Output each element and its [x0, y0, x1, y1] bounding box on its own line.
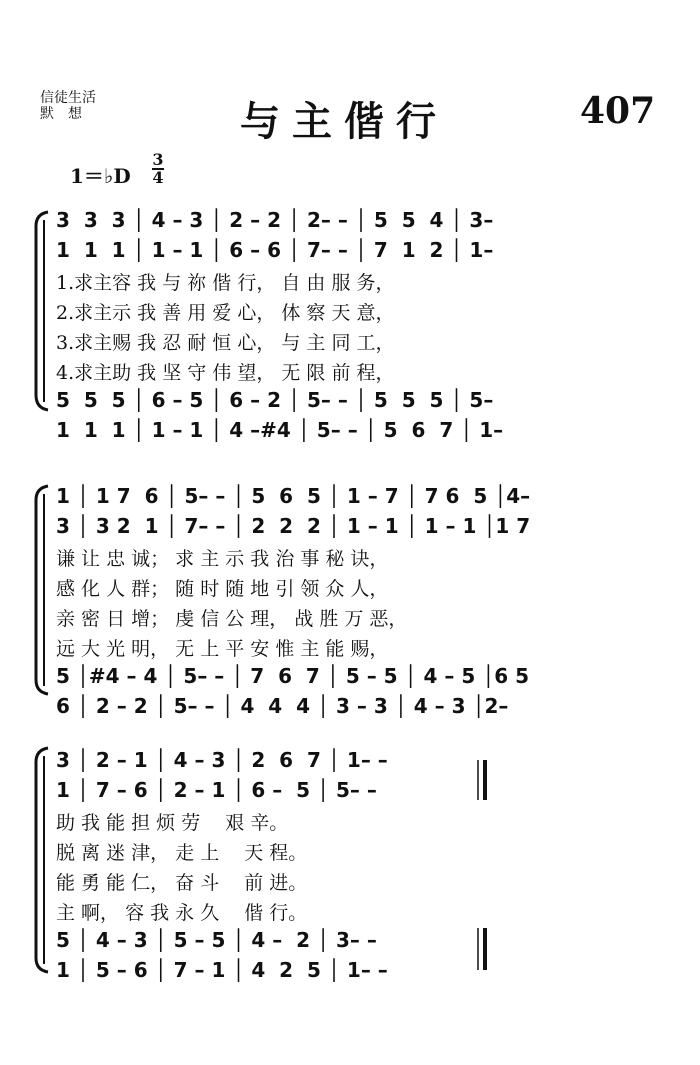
- verse-2-lyrics: 2.求主示 我 善 用 爱 心， 体 察 天 意，: [56, 302, 395, 324]
- alto-line: 3 │ 3 2 1 │ 7– – │ 2 2 2 │ 1 – 1 │ 1 – 1 │1 7: [56, 514, 531, 538]
- tenor-line: 5 │#4 – 4 │ 5– – │ 7 6 7 │ 5 – 5 │ 4 – 5 │6 5: [56, 664, 530, 688]
- category-label: 信徒生活: [40, 90, 96, 106]
- system-3: [56, 748, 476, 988]
- meter-top: 3: [152, 150, 164, 169]
- verse-3-lyrics: 能 勇 能 仁， 奋 斗 前 进。: [56, 872, 308, 894]
- final-barline: [478, 760, 485, 970]
- verse-1-lyrics: 1.求主容 我 与 祢 偕 行， 自 由 服 务，: [56, 272, 395, 294]
- soprano-line: 3 3 3 │ 4 – 3 │ 2 – 2 │ 2– – │ 5 5 4 │ 3–: [56, 208, 494, 232]
- system-2: [56, 484, 696, 724]
- subcategory-label: 默 想: [40, 106, 82, 122]
- verse-1-lyrics: 助 我 能 担 烦 劳 艰 辛。: [56, 812, 289, 834]
- system-1: [56, 208, 696, 448]
- verse-4-lyrics: 主 啊， 容 我 永 久 偕 行。: [56, 902, 308, 924]
- bass-line: 1 1 1 │ 1 – 1 │ 4 –#4 │ 5– – │ 5 6 7 │ 1–: [56, 418, 504, 442]
- tenor-line: 5 │ 4 – 3 │ 5 – 5 │ 4 – 2 │ 3– –: [56, 928, 377, 952]
- tenor-line: 5 5 5 │ 6 – 5 │ 6 – 2 │ 5– – │ 5 5 5 │ 5–: [56, 388, 494, 412]
- bass-line: 6 │ 2 – 2 │ 5– – │ 4 4 4 │ 3 – 3 │ 4 – 3 │2–: [56, 694, 509, 718]
- soprano-line: 3 │ 2 – 1 │ 4 – 3 │ 2 6 7 │ 1– –: [56, 748, 388, 772]
- verse-4-lyrics: 远 大 光 明， 无 上 平 安 惟 主 能 赐，: [56, 638, 389, 660]
- hymn-title: 与主偕行: [240, 98, 448, 145]
- bass-line: 1 │ 5 – 6 │ 7 – 1 │ 4 2 5 │ 1– –: [56, 958, 388, 982]
- hymn-number: 407: [580, 90, 656, 132]
- system-1-bracket: [36, 212, 48, 410]
- verse-2-lyrics: 感 化 人 群； 随 时 随 地 引 领 众 人，: [56, 578, 389, 600]
- verse-1-lyrics: 谦 让 忠 诚； 求 主 示 我 治 事 秘 诀，: [56, 548, 389, 570]
- verse-3-lyrics: 3.求主赐 我 忍 耐 恒 心， 与 主 同 工，: [56, 332, 395, 354]
- system-3-bracket: [36, 748, 48, 972]
- meter-bottom: 4: [152, 168, 164, 187]
- verse-4-lyrics: 4.求主助 我 坚 守 伟 望， 无 限 前 程，: [56, 362, 395, 384]
- verse-2-lyrics: 脱 离 迷 津， 走 上 天 程。: [56, 842, 308, 864]
- key-signature: 1＝♭D: [70, 164, 131, 188]
- verse-3-lyrics: 亲 密 日 增； 虔 信 公 理， 战 胜 万 恶，: [56, 608, 408, 630]
- soprano-line: 1 │ 1 7 6 │ 5– – │ 5 6 5 │ 1 – 7 │ 7 6 5 │4–: [56, 484, 531, 508]
- alto-line: 1 1 1 │ 1 – 1 │ 6 – 6 │ 7– – │ 7 1 2 │ 1–: [56, 238, 494, 262]
- system-2-bracket: [36, 486, 48, 694]
- alto-line: 1 │ 7 – 6 │ 2 – 1 │ 6 – 5 │ 5– –: [56, 778, 377, 802]
